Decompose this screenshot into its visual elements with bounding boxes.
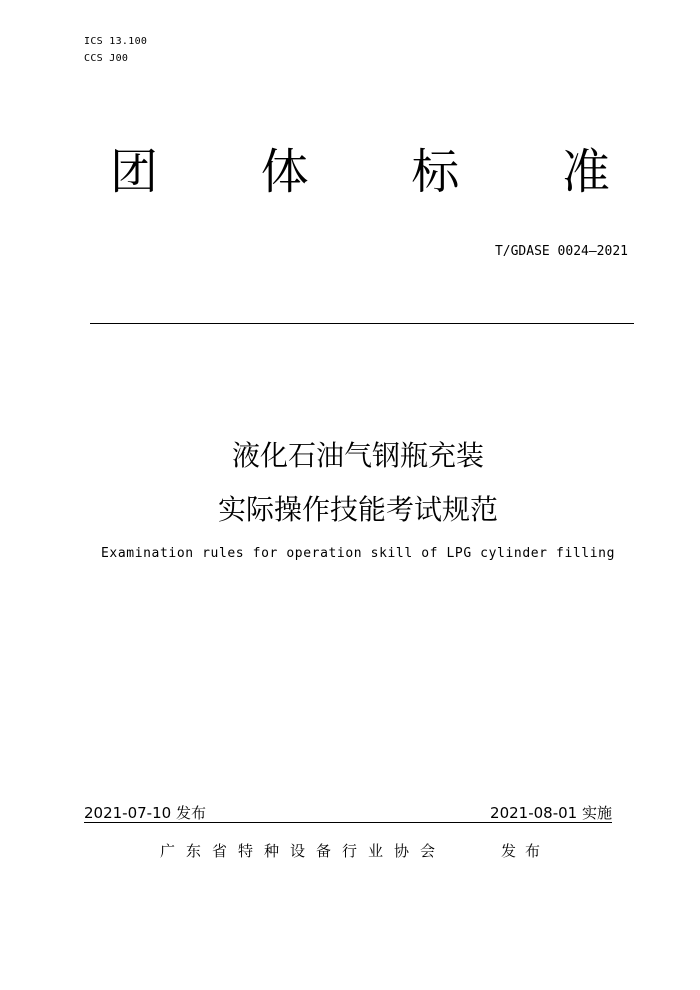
english-title: Examination rules for operation skill of LPG cylinder filling (100, 546, 616, 561)
top-divider (90, 323, 634, 324)
publish-label: 发布 (501, 842, 550, 860)
bottom-divider (84, 822, 612, 823)
ics-code: ICS 13.100 (84, 36, 148, 47)
issue-date: 2021-07-10 发布 (84, 804, 206, 822)
implementation-date: 2021-08-01 实施 (490, 804, 612, 822)
publisher-name: 广东省特种设备行业协会 (160, 842, 447, 860)
standard-number: T/GDASE 0024—2021 (494, 244, 628, 259)
chinese-title-line-1: 液化石油气钢瓶充装 (231, 439, 484, 472)
standard-type-char: 标 (411, 144, 460, 200)
standard-type-char: 体 (260, 144, 309, 200)
ccs-code: CCS J00 (84, 53, 129, 64)
standard-type-char: 团 (110, 144, 159, 200)
standard-type-heading (110, 140, 610, 204)
chinese-title-line-2: 实际操作技能考试规范 (217, 493, 498, 526)
standard-type-char: 准 (561, 144, 610, 200)
